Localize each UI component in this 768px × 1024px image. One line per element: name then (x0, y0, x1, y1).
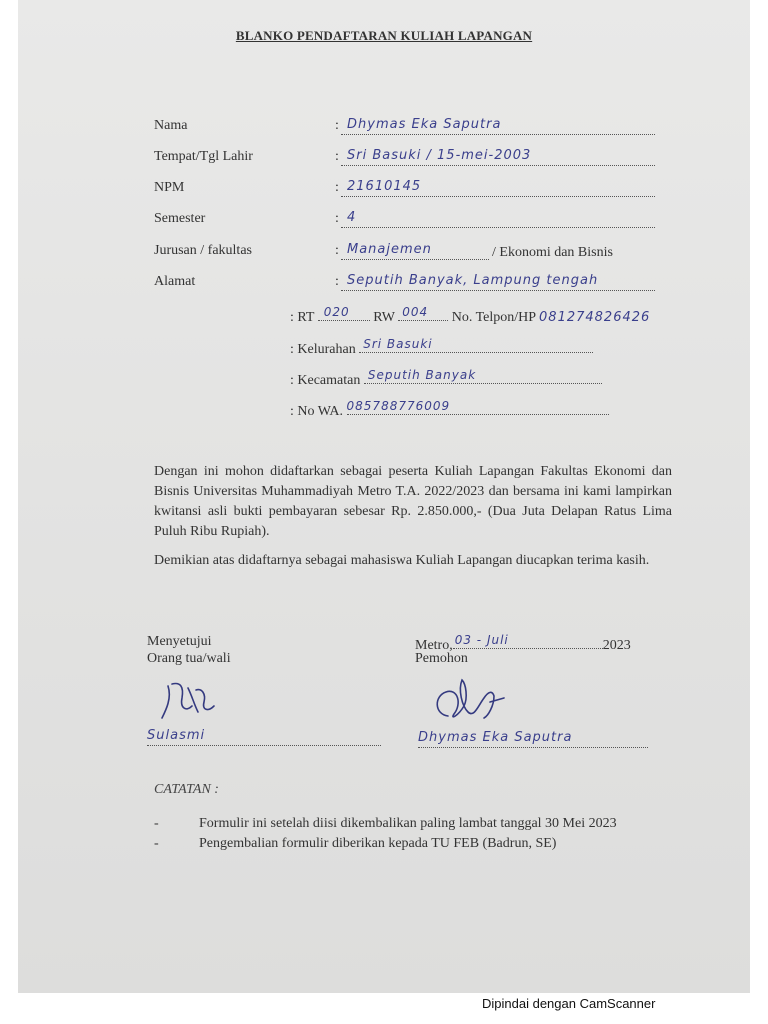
label-jurusan-fakultas: Jurusan / fakultas (154, 243, 252, 258)
kelurahan-value: Sri Basuki (363, 337, 433, 351)
telp-value: 081274826426 (539, 310, 651, 325)
label-tempat-tgl-lahir: Tempat/Tgl Lahir (154, 149, 253, 164)
wa-label: : No WA. (290, 404, 344, 419)
label-npm: NPM (154, 180, 185, 195)
applicant-signature-icon (428, 676, 508, 724)
rt-rw-telp-row (290, 306, 650, 326)
kecamatan-label: : Kecamatan (290, 373, 361, 388)
sign-date-value: 03 - Juli (454, 633, 509, 647)
label-nama: Nama (154, 118, 188, 133)
paragraph-request: Dengan ini mohon didaftarkan sebagai peserta Kuliah Lapangan Fakultas Ekonomi dan Bisnis Universitas Muhammadiyah Metro T.A. 2022/2023 dan bersama ini kami lampirkan kwitansi asli bukti pembayaran sebesar Rp. 2.850.000,- (Dua Juta Delapan Ratus Lima Puluh Ribu Rupiah). (154, 464, 672, 539)
kelurahan-row (290, 338, 593, 358)
camscanner-footer: Dipindai dengan CamScanner (482, 996, 656, 1011)
form-title: BLANKO PENDAFTARAN KULIAH LAPANGAN (235, 28, 533, 43)
label-semester: Semester (154, 211, 206, 226)
field-jurusan (341, 239, 489, 260)
kelurahan-label: : Kelurahan (290, 342, 356, 357)
place-label: Metro, (415, 638, 453, 653)
rt-value: 020 (323, 305, 350, 319)
menyetujui-label: Menyetujui (147, 634, 212, 649)
note-return-to: Pengembalian formulir diberikan kepada TU FEB (Badrun, SE) (199, 836, 557, 851)
rw-label: RW (373, 310, 395, 325)
note-deadline: Formulir ini setelah diisi dikembalikan paling lambat tanggal 30 Mei 2023 (199, 816, 617, 831)
field-tempat-tgl-lahir (341, 145, 655, 166)
label-alamat: Alamat (154, 274, 196, 289)
wa-value: 085788776009 (346, 399, 451, 413)
parent-name-line (147, 725, 381, 746)
applicant-name-line (418, 727, 648, 748)
field-npm (341, 176, 655, 197)
field-alamat (341, 270, 655, 291)
field-nama (341, 114, 655, 135)
value-jurusan: Manajemen (347, 242, 432, 257)
parent-signature-icon (158, 676, 218, 722)
sign-year: 2023 (602, 638, 631, 653)
value-nama: Dhymas Eka Saputra (347, 117, 502, 132)
value-semester: 4 (347, 210, 357, 225)
telp-label: No. Telpon/HP (451, 310, 536, 325)
scanned-form-page: BLANKO PENDAFTARAN KULIAH LAPANGAN Nama : Dhymas Eka Saputra Tempat/Tgl Lahir : Sri Basuki / 15-mei-2003 NPM : 21610145 Semester : 4 Jurusan / fakultas : Manajemen / Ekonomi dan Bisnis Alamat : Seputih Banyak, Lampung tengah : RT 020 RW 004 No. Telpon/HP 081274826426 : Kelurahan Sri Basuki : Kecamatan Seputih Banyak : No WA. 085788776009 Dengan ini mohon didaftarkan sebagai peserta Kuliah Lapangan Fakultas Ekonomi dan Bisnis Universitas Muhammadiyah Metro T.A. 2022/2023 dan bersama ini kami lampirkan kwitansi asli bukti pembayaran sebesar Rp. 2.850.000,- (Dua Juta Delapan Ratus Lima Puluh Ribu Rupiah). Demikian atas didaftarnya sebagai mahasiswa Kuliah Lapangan diucapkan terima kasih. Menyetujui Orang tua/wali Metro, 03 - Juli 2023 Pemohon Sulasmi Dhymas Eka Saputra CATATAN : - Formulir ini setelah diisi dikembalikan paling lambat tanggal 30 Mei 2023 - Pengembalian formulir diberikan kepada TU FEB (Badrun, SE) (18, 0, 750, 993)
wa-row (290, 400, 609, 420)
rw-value: 004 (402, 305, 429, 319)
applicant-name: Dhymas Eka Saputra (418, 730, 573, 745)
orang-tua-wali-label: Orang tua/wali (147, 651, 231, 666)
kecamatan-row (290, 369, 602, 389)
rt-label: : RT (290, 310, 315, 325)
pemohon-label: Pemohon (415, 651, 468, 666)
kecamatan-value: Seputih Banyak (367, 368, 477, 382)
parent-name: Sulasmi (147, 728, 206, 743)
value-npm: 21610145 (347, 179, 422, 194)
value-tempat-tgl-lahir: Sri Basuki / 15-mei-2003 (347, 148, 532, 163)
catatan-title: CATATAN : (154, 782, 219, 797)
paragraph-closing: Demikian atas didaftarnya sebagai mahasiswa Kuliah Lapangan diucapkan terima kasih. (154, 553, 650, 568)
fakultas-suffix: / Ekonomi dan Bisnis (492, 245, 613, 260)
field-semester (341, 207, 655, 228)
value-alamat: Seputih Banyak, Lampung tengah (347, 273, 599, 288)
